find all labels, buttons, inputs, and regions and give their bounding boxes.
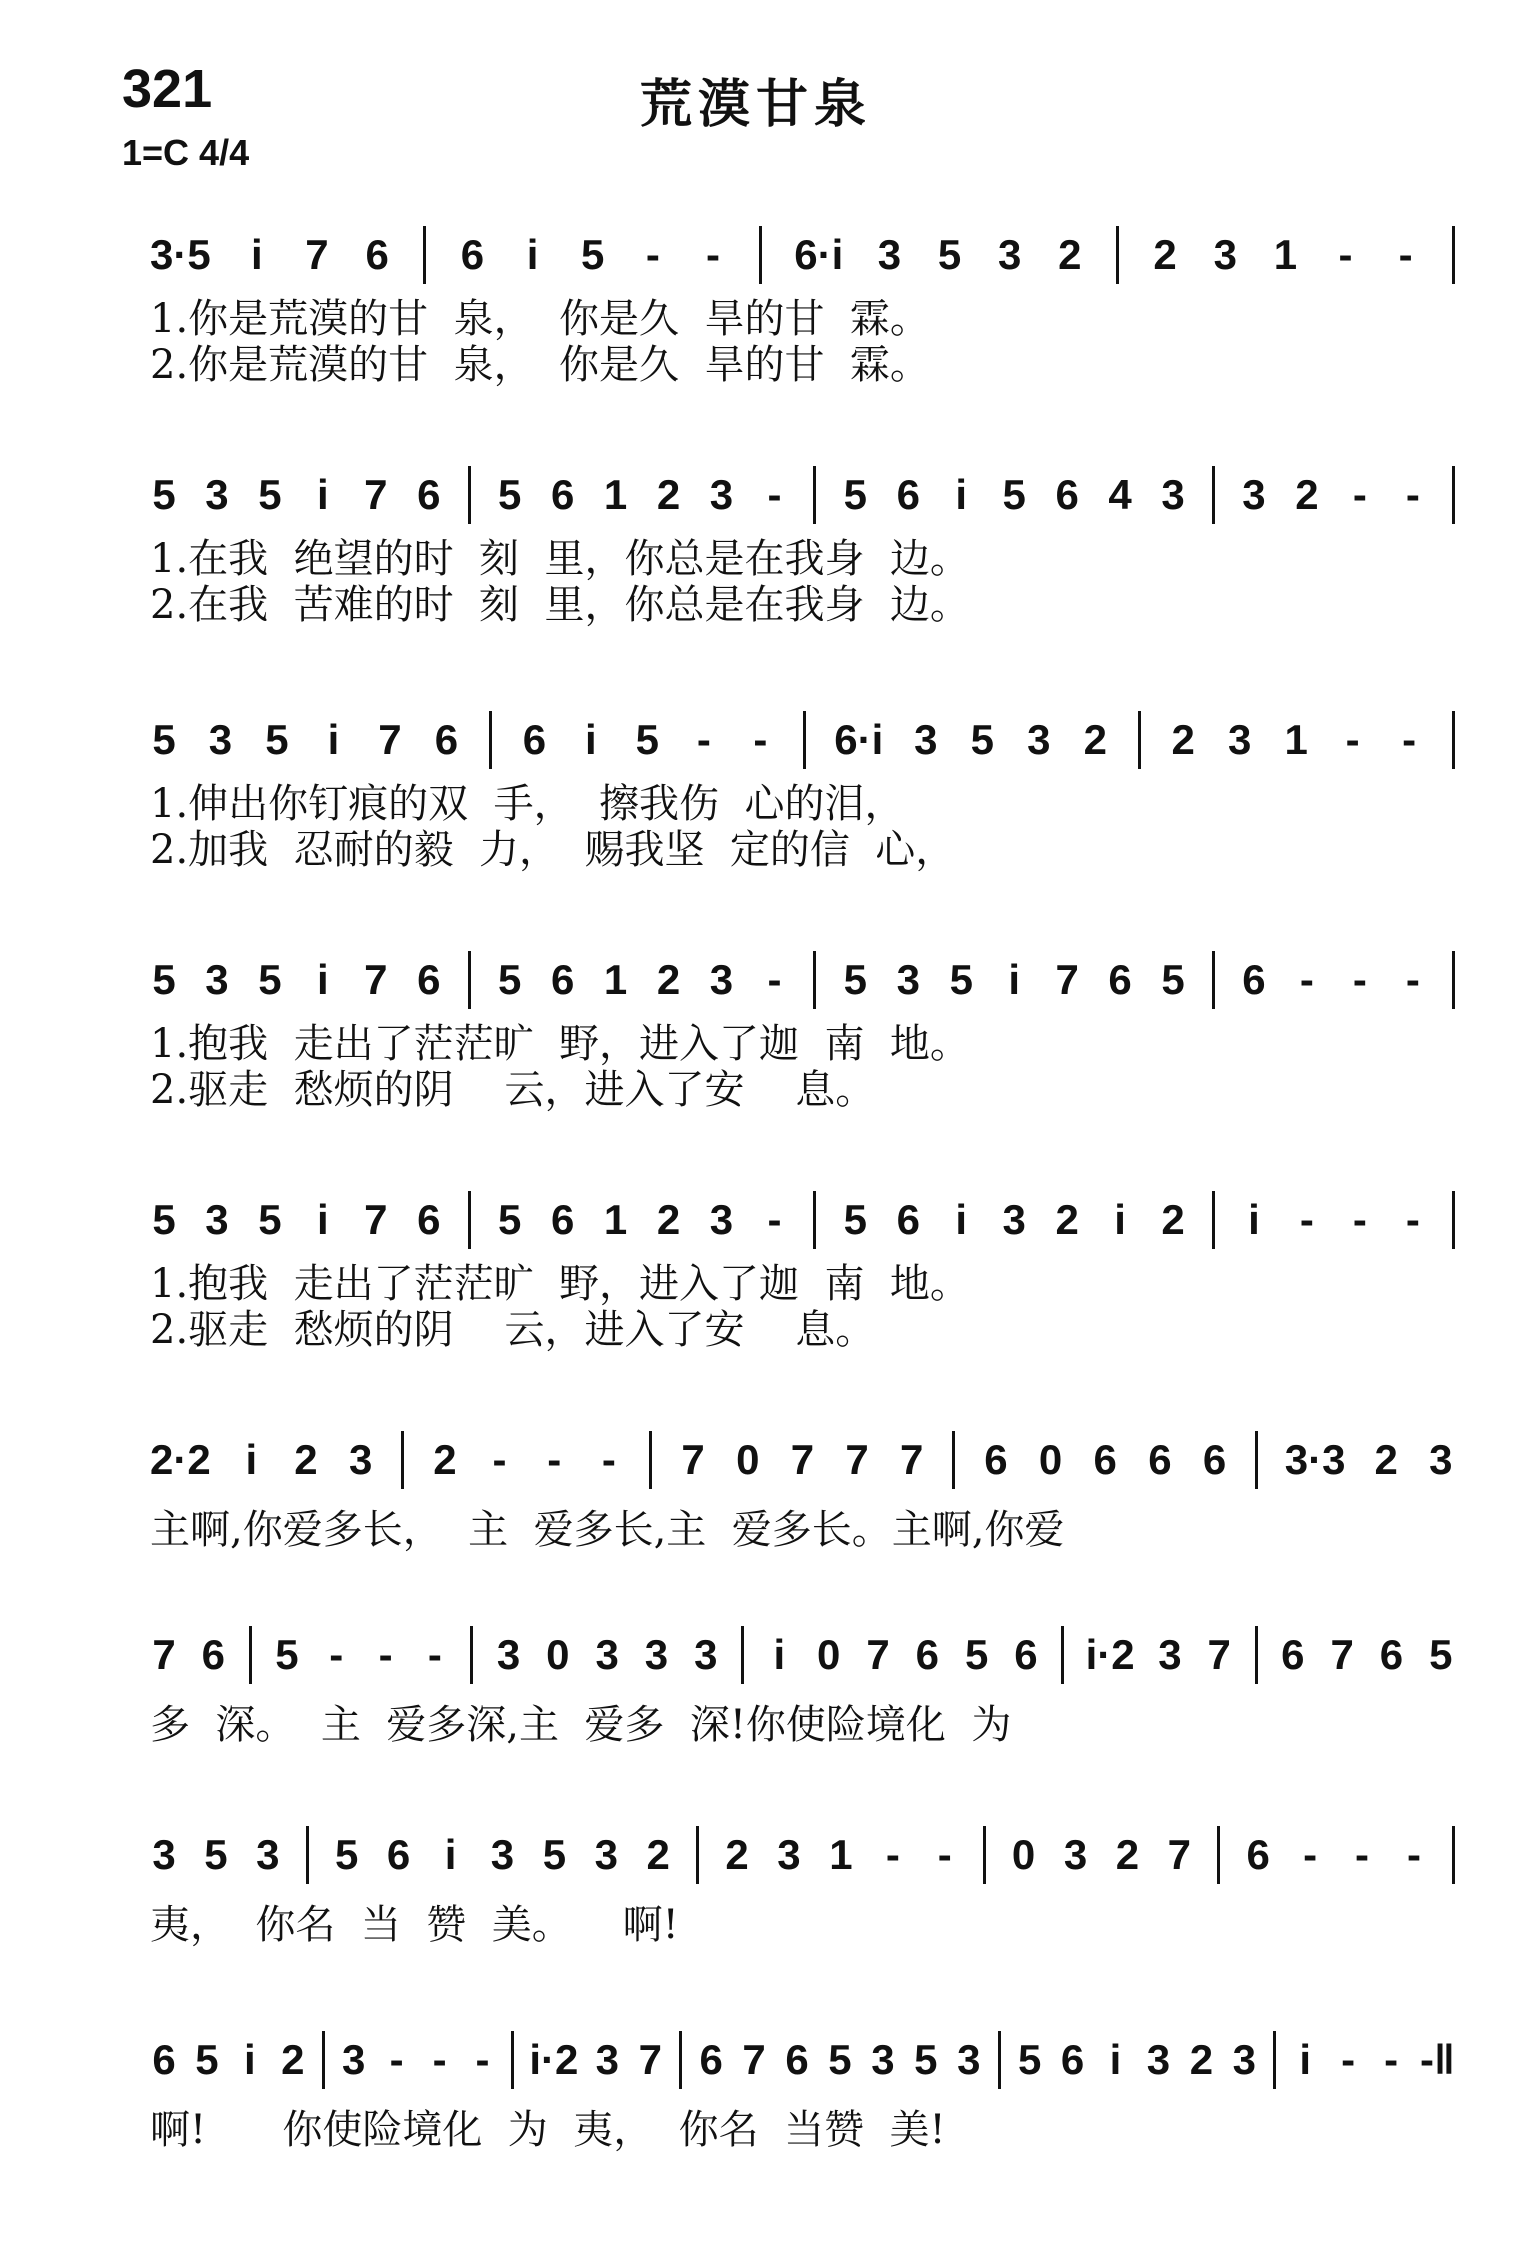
lyric-row: 1.在我 绝望的时 刻 里，你总是在我身 边。 <box>150 535 970 582</box>
note: 5 <box>152 956 176 1003</box>
note: 3 <box>644 1631 669 1678</box>
note: 7 <box>1330 1631 1354 1678</box>
note: 5 <box>970 716 994 763</box>
note: 6 <box>417 471 441 518</box>
note: 5 <box>195 2036 219 2083</box>
note: - <box>1345 716 1360 763</box>
note: i <box>251 231 263 278</box>
note: 5 <box>152 471 176 518</box>
note: 6 <box>386 1831 411 1878</box>
lyric-row: 主啊,你爱多长， 主 爱多长,主 爱多长。主啊,你爱 <box>150 1506 1065 1553</box>
note: 3·5 <box>150 231 211 278</box>
barline <box>468 1191 471 1249</box>
barline <box>813 466 816 524</box>
note: - <box>601 1436 616 1483</box>
barline <box>1452 1191 1455 1249</box>
note: 3 <box>877 231 902 278</box>
note: 2 <box>656 956 681 1003</box>
barline <box>679 2031 682 2089</box>
note: 3 <box>152 1831 176 1878</box>
note: -‖ <box>1420 2036 1455 2083</box>
note: 5 <box>1017 2036 1042 2083</box>
note: 5 <box>828 2036 852 2083</box>
note: 6·i <box>794 231 844 278</box>
note: 3 <box>595 1631 619 1678</box>
note: 2 <box>1055 1196 1079 1243</box>
note: i <box>1248 1196 1260 1243</box>
note: 2 <box>1295 471 1319 518</box>
note: i <box>244 2036 256 2083</box>
note: i <box>317 956 329 1003</box>
note: 3 <box>205 1196 229 1243</box>
note: 7 <box>152 1631 176 1678</box>
lyric-row: 2.驱走 愁烦的阴 云，进入了安 息。 <box>150 1066 876 1113</box>
lyric-row: 夷， 你名 当 赞 美。 啊! <box>150 1901 679 1948</box>
barline <box>489 711 492 769</box>
note: 5 <box>204 1831 228 1878</box>
note: 0 <box>1011 1831 1036 1878</box>
note: 3 <box>709 1196 734 1243</box>
barline <box>468 951 471 1009</box>
note: 7 <box>364 1196 388 1243</box>
barline <box>1452 711 1455 769</box>
note: 5 <box>581 231 605 278</box>
note: 7 <box>1055 956 1079 1003</box>
note: 3 <box>1158 1631 1182 1678</box>
note: 2 <box>433 1436 457 1483</box>
note: 5 <box>1002 471 1026 518</box>
note: 7 <box>845 1436 869 1483</box>
barline <box>1116 226 1119 284</box>
note: 4 <box>1108 471 1132 518</box>
barline <box>649 1431 652 1489</box>
note: 3 <box>998 231 1022 278</box>
note: 5 <box>635 716 660 763</box>
note: 3 <box>1429 1436 1453 1483</box>
note: i <box>526 231 539 278</box>
note: 7 <box>742 2036 766 2083</box>
barline <box>1212 466 1215 524</box>
note: 3 <box>256 1831 280 1878</box>
note: i <box>1114 1196 1126 1243</box>
note: - <box>885 1831 900 1878</box>
lyric-row: 多 深。 主 爱多深,主 爱多 深!你使险境化 为 <box>150 1701 1012 1748</box>
note: 3 <box>1002 1196 1026 1243</box>
barline <box>470 1626 473 1684</box>
note: 1 <box>1284 716 1308 763</box>
note: - <box>427 1631 442 1678</box>
note: 3 <box>490 1831 515 1878</box>
note: - <box>389 2036 404 2083</box>
note: i <box>317 1196 329 1243</box>
note: 6 <box>550 956 575 1003</box>
note: - <box>1405 1196 1420 1243</box>
note: 1 <box>1273 231 1298 278</box>
note: 6 <box>1108 956 1132 1003</box>
barline <box>1255 1431 1258 1489</box>
note: 2 <box>656 1196 681 1243</box>
note: 3 <box>1161 471 1185 518</box>
note: i <box>955 1196 968 1243</box>
note: 3 <box>694 1631 718 1678</box>
system <box>0 1430 1532 1650</box>
barline <box>1452 951 1455 1009</box>
note: 7 <box>899 1436 924 1483</box>
note: 5 <box>152 716 176 763</box>
barline <box>1273 2031 1276 2089</box>
note: - <box>767 956 782 1003</box>
note: 6 <box>152 2036 176 2083</box>
barline <box>696 1826 699 1884</box>
note: 7 <box>790 1436 815 1483</box>
note: 6 <box>785 2036 809 2083</box>
note: i·2 <box>1085 1631 1135 1678</box>
system <box>0 950 1532 1170</box>
barline <box>813 951 816 1009</box>
hymn-title: 荒漠甘泉 <box>640 75 873 135</box>
note: 2 <box>1374 1436 1398 1483</box>
barline <box>1212 951 1215 1009</box>
note: - <box>432 2036 447 2083</box>
note: - <box>1299 956 1314 1003</box>
note: 5 <box>335 1831 359 1878</box>
note: - <box>1355 1831 1370 1878</box>
note: 6 <box>460 231 485 278</box>
barline <box>468 466 471 524</box>
note: 3 <box>1063 1831 1088 1878</box>
note: 7 <box>638 2036 662 2083</box>
note: 7 <box>378 716 402 763</box>
lyric-row: 1.抱我 走出了茫茫旷 野，进入了迦 南 地。 <box>150 1020 970 1067</box>
note: - <box>1405 956 1420 1003</box>
note: 0 <box>1038 1436 1063 1483</box>
note: 3 <box>348 1436 373 1483</box>
note: 6 <box>550 471 575 518</box>
note: - <box>1299 1196 1314 1243</box>
note: 3 <box>594 1831 618 1878</box>
note: - <box>705 231 720 278</box>
note: - <box>475 2036 490 2083</box>
note: 3 <box>871 2036 895 2083</box>
lyric-row: 2.驱走 愁烦的阴 云，进入了安 息。 <box>150 1306 876 1353</box>
note: 6 <box>1246 1831 1270 1878</box>
note: - <box>492 1436 507 1483</box>
note: i <box>327 716 340 763</box>
note: 3 <box>709 471 734 518</box>
note: 3 <box>896 956 920 1003</box>
note: 5 <box>258 956 282 1003</box>
note-row <box>150 1190 1455 1250</box>
note: - <box>547 1436 562 1483</box>
system <box>0 1825 1532 2045</box>
note: - <box>1402 716 1417 763</box>
note: 3 <box>595 2036 619 2083</box>
system <box>0 225 1532 445</box>
note: 1 <box>603 471 628 518</box>
note: 5 <box>265 716 289 763</box>
note-row <box>150 225 1455 285</box>
barline <box>423 226 426 284</box>
note-row <box>150 2030 1455 2090</box>
note: 5 <box>497 1196 522 1243</box>
note-row <box>150 465 1455 525</box>
note: 1 <box>829 1831 853 1878</box>
system <box>0 465 1532 685</box>
note: i <box>1008 956 1021 1003</box>
note: - <box>645 231 660 278</box>
note: 2 <box>656 471 681 518</box>
note: 5 <box>949 956 973 1003</box>
note: 5 <box>843 471 868 518</box>
barline <box>813 1191 816 1249</box>
note: i <box>1109 2036 1122 2083</box>
note: i <box>1299 2036 1312 2083</box>
note: 5 <box>258 471 282 518</box>
note: 6 <box>1093 1436 1117 1483</box>
note: 2 <box>1115 1831 1140 1878</box>
note: 7 <box>1207 1631 1231 1678</box>
lyric-row: 1.你是荒漠的甘 泉， 你是久 旱的甘 霖。 <box>150 295 930 342</box>
note: 2 <box>1171 716 1195 763</box>
note: - <box>1405 471 1420 518</box>
note: 6 <box>1148 1436 1172 1483</box>
system <box>0 1625 1532 1845</box>
barline <box>511 2031 514 2089</box>
system <box>0 1190 1532 1410</box>
barline <box>249 1626 252 1684</box>
note: 3 <box>1242 471 1266 518</box>
barline <box>1452 1826 1455 1884</box>
note-row <box>150 1825 1455 1885</box>
lyric-row: 2.在我 苦难的时 刻 里，你总是在我身 边。 <box>150 581 970 628</box>
note: 7 <box>364 471 388 518</box>
note: - <box>937 1831 952 1878</box>
note: 6 <box>699 2036 723 2083</box>
note: - <box>1384 2036 1399 2083</box>
note: 2 <box>646 1831 670 1878</box>
note: 6 <box>550 1196 575 1243</box>
note: i <box>444 1831 457 1878</box>
note: 5 <box>937 231 962 278</box>
note: - <box>1352 956 1367 1003</box>
note: 6 <box>984 1436 1008 1483</box>
note: 3 <box>914 716 938 763</box>
note: - <box>329 1631 344 1678</box>
note: 3 <box>1213 231 1237 278</box>
note: - <box>1352 1196 1367 1243</box>
note: 6 <box>896 1196 920 1243</box>
barline <box>741 1626 744 1684</box>
note: - <box>753 716 768 763</box>
note: 5 <box>542 1831 567 1878</box>
note: 6 <box>1060 2036 1085 2083</box>
note: 5 <box>964 1631 989 1678</box>
note: 1 <box>603 1196 628 1243</box>
barline <box>322 2031 325 2089</box>
note: 6 <box>417 956 441 1003</box>
note: 5 <box>258 1196 282 1243</box>
note: 2 <box>725 1831 749 1878</box>
note: 3 <box>496 1631 521 1678</box>
note: 7 <box>364 956 388 1003</box>
note: - <box>1398 231 1413 278</box>
note: 2·2 <box>150 1436 211 1483</box>
note: 6 <box>434 716 459 763</box>
note: 6 <box>1242 956 1266 1003</box>
key-signature: 1=C 4/4 <box>122 132 250 173</box>
note: 7 <box>305 231 329 278</box>
note: - <box>1338 231 1353 278</box>
barline <box>1138 711 1141 769</box>
note: 6·i <box>834 716 884 763</box>
lyric-row: 1.抱我 走出了茫茫旷 野，进入了迦 南 地。 <box>150 1260 970 1307</box>
note: - <box>1341 2036 1356 2083</box>
barline <box>1061 1626 1064 1684</box>
lyric-row: 2.加我 忍耐的毅 力， 赐我坚 定的信 心， <box>150 826 956 873</box>
note: - <box>378 1631 393 1678</box>
note-row <box>150 1625 1455 1685</box>
barline <box>1255 1626 1258 1684</box>
note: 5 <box>843 956 868 1003</box>
barline <box>952 1431 955 1489</box>
note: - <box>1406 1831 1421 1878</box>
note: 3 <box>208 716 233 763</box>
note: 5 <box>1429 1631 1453 1678</box>
note: i <box>245 1436 258 1483</box>
note: 3 <box>342 2036 366 2083</box>
note: 6 <box>1014 1631 1038 1678</box>
barline <box>983 1826 986 1884</box>
note: 7 <box>1167 1831 1192 1878</box>
note: 6 <box>1281 1631 1305 1678</box>
note: 5 <box>843 1196 868 1243</box>
note: 2 <box>1189 2036 1214 2083</box>
lyric-row: 2.你是荒漠的甘 泉， 你是久 旱的甘 霖。 <box>150 341 930 388</box>
note: - <box>1352 471 1367 518</box>
note: i <box>585 716 597 763</box>
note: 2 <box>294 1436 318 1483</box>
note: 3 <box>205 956 229 1003</box>
note: 5 <box>497 471 522 518</box>
barline <box>759 226 762 284</box>
note: 6 <box>417 1196 441 1243</box>
lyric-row: 1.伸出你钉痕的双 手， 擦我伤 心的泪， <box>150 780 905 827</box>
system <box>0 710 1532 930</box>
note: 3 <box>957 2036 981 2083</box>
note: 0 <box>546 1631 570 1678</box>
note: 3 <box>1146 2036 1171 2083</box>
system <box>0 2030 1532 2250</box>
note: 6 <box>1055 471 1079 518</box>
note: - <box>767 1196 782 1243</box>
barline <box>1452 226 1455 284</box>
note: i <box>317 471 329 518</box>
note: 7 <box>681 1436 705 1483</box>
note: - <box>767 471 782 518</box>
note: 3·3 <box>1284 1436 1346 1483</box>
note: 6 <box>896 471 920 518</box>
note: i <box>955 471 968 518</box>
barline <box>401 1431 404 1489</box>
note: 5 <box>914 2036 938 2083</box>
note: - <box>696 716 711 763</box>
note: 3 <box>709 956 734 1003</box>
note: i <box>773 1631 786 1678</box>
note: 2 <box>281 2036 305 2083</box>
note: 6 <box>365 231 389 278</box>
hymn-number: 321 <box>122 59 213 119</box>
barline <box>1217 1826 1220 1884</box>
note: 3 <box>1232 2036 1256 2083</box>
note: 6 <box>1379 1631 1404 1678</box>
note: 3 <box>1228 716 1252 763</box>
barline <box>306 1826 309 1884</box>
note: 5 <box>275 1631 299 1678</box>
note: 5 <box>497 956 522 1003</box>
barline <box>998 2031 1001 2089</box>
note: 2 <box>1058 231 1082 278</box>
note: 5 <box>152 1196 176 1243</box>
note: 3 <box>1027 716 1051 763</box>
barline <box>803 711 806 769</box>
lyric-row: 啊! 你使险境化 为 夷， 你名 当赞 美! <box>150 2106 946 2153</box>
barline <box>1452 466 1455 524</box>
note: 2 <box>1153 231 1177 278</box>
note-row <box>150 1430 1455 1490</box>
note: 7 <box>866 1631 890 1678</box>
note: 6 <box>915 1631 939 1678</box>
note: i·2 <box>529 2036 579 2083</box>
note: 0 <box>736 1436 760 1483</box>
note: - <box>1303 1831 1318 1878</box>
note: 3 <box>205 471 229 518</box>
note: 6 <box>522 716 547 763</box>
note-row <box>150 950 1455 1010</box>
note-row <box>150 710 1455 770</box>
note: 1 <box>603 956 628 1003</box>
barline <box>1212 1191 1215 1249</box>
note: 6 <box>1202 1436 1227 1483</box>
note: 3 <box>777 1831 801 1878</box>
note: 2 <box>1161 1196 1185 1243</box>
note: 6 <box>201 1631 225 1678</box>
note: 0 <box>817 1631 841 1678</box>
note: 2 <box>1083 716 1107 763</box>
note: 5 <box>1161 956 1185 1003</box>
